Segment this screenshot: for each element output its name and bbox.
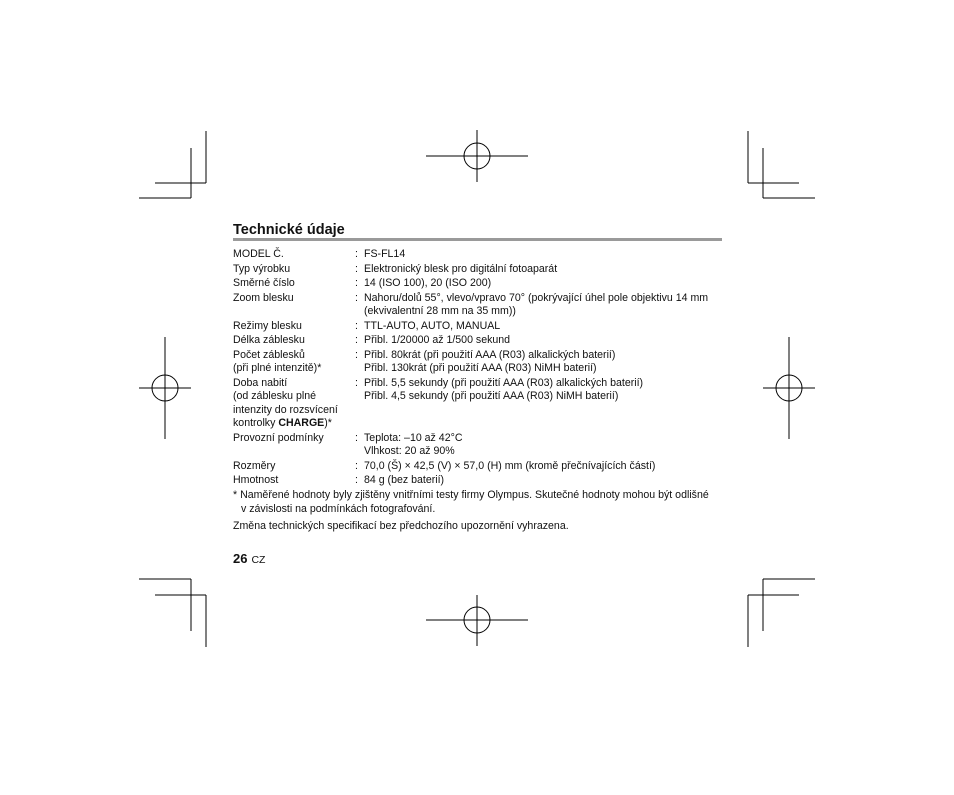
spec-row-weight xyxy=(233,474,708,489)
spec-label xyxy=(233,417,355,431)
spec-value: (ekvivalentní 28 mm na 35 mm)) xyxy=(364,305,516,317)
spec-value: Přibl. 130krát (při použití AAA (R03) NiMH baterií) xyxy=(364,362,597,374)
language-code: CZ xyxy=(251,554,266,566)
spec-value: Přibl. 5,5 sekundy (při použití AAA (R03) alkalických baterií) xyxy=(364,376,644,389)
spec-separator: : xyxy=(355,459,358,472)
change-notice: Změna technických specifikací bez předchozího upozornění vyhrazena. xyxy=(233,520,569,532)
spec-value: 70,0 (Š) × 42,5 (V) × 57,0 (H) mm (kromě přečnívajících částí) xyxy=(364,459,656,472)
section-title: Technické údaje xyxy=(233,222,345,238)
spec-separator: : xyxy=(355,348,358,361)
spec-value: Přibl. 4,5 sekundy (při použití AAA (R03) NiMH baterií) xyxy=(364,390,619,402)
spec-label: Směrné číslo xyxy=(233,277,295,289)
charge-indicator-label: CHARGE xyxy=(278,417,325,429)
spec-separator: : xyxy=(355,376,358,389)
spec-separator: : xyxy=(355,277,358,289)
registration-mark-top xyxy=(426,130,528,182)
spec-label: Provozní podmínky xyxy=(233,431,324,444)
spec-value: Přibl. 80krát (při použití AAA (R03) alkalických baterií) xyxy=(364,348,616,361)
spec-separator: : xyxy=(355,319,358,332)
spec-label: Hmotnost xyxy=(233,474,279,486)
spec-label: Délka záblesku xyxy=(233,334,305,346)
page-footer xyxy=(233,550,265,568)
spec-value: TTL-AUTO, AUTO, MANUAL xyxy=(364,319,501,332)
spec-separator: : xyxy=(355,334,358,346)
spec-row-flash-duration xyxy=(233,334,708,349)
page-number: 26 xyxy=(233,551,248,566)
spec-label: intenzity do rozsvícení xyxy=(233,403,338,416)
spec-separator: : xyxy=(355,248,358,260)
spec-separator: : xyxy=(355,431,358,444)
spec-row-flash-modes xyxy=(233,320,708,335)
spec-label: Režimy blesku xyxy=(233,319,302,332)
spec-value: Vlhkost: 20 až 90% xyxy=(364,445,455,457)
spec-row-guide-number xyxy=(233,277,708,292)
spec-label: Rozměry xyxy=(233,459,276,472)
spec-value: Přibl. 1/20000 až 1/500 sekund xyxy=(364,334,511,346)
spec-table xyxy=(233,248,708,489)
footnote xyxy=(233,489,709,516)
title-underline xyxy=(233,238,722,241)
spec-label: Doba nabití xyxy=(233,376,288,389)
spec-label: MODEL Č. xyxy=(233,248,284,260)
spec-value: 14 (ISO 100), 20 (ISO 200) xyxy=(364,277,492,289)
spec-label: Zoom blesku xyxy=(233,291,294,304)
spec-separator: : xyxy=(355,291,358,304)
spec-row-dimensions xyxy=(233,460,708,475)
footnote-line: v závislosti na podmínkách fotografování. xyxy=(241,502,436,515)
spec-row-model xyxy=(233,248,708,263)
spec-value: Nahoru/dolů 55°, vlevo/vpravo 70° (pokrývající úhel pole objektivu 14 mm xyxy=(364,291,709,304)
spec-row-recycle-time xyxy=(233,377,708,432)
registration-mark-bottom xyxy=(426,595,528,646)
registration-mark-left xyxy=(139,337,191,439)
spec-value: Teplota: –10 až 42°C xyxy=(364,431,463,444)
spec-value: 84 g (bez baterií) xyxy=(364,474,445,486)
spec-label: (od záblesku plné xyxy=(233,390,317,402)
spec-value: FS-FL14 xyxy=(364,248,406,260)
spec-label: Počet záblesků xyxy=(233,348,305,361)
footnote-line: * Naměřené hodnoty byly zjištěny vnitřními testy firmy Olympus. Skutečné hodnoty mohou být odlišné xyxy=(233,489,709,501)
spec-label: (při plné intenzitě)* xyxy=(233,362,322,374)
spec-value: Elektronický blesk pro digitální fotoaparát xyxy=(364,262,558,275)
spec-label: Typ výrobku xyxy=(233,262,291,275)
spec-separator: : xyxy=(355,474,358,486)
spec-separator: : xyxy=(355,262,358,275)
spec-row-operating-conditions xyxy=(233,432,708,460)
registration-mark-right xyxy=(763,337,815,439)
spec-row-flash-count xyxy=(233,349,708,377)
spec-label-text: kontrolky xyxy=(233,417,279,429)
spec-row-product-type xyxy=(233,263,708,278)
spec-row-flash-zoom xyxy=(233,292,708,320)
spec-label-text: )* xyxy=(324,417,332,429)
